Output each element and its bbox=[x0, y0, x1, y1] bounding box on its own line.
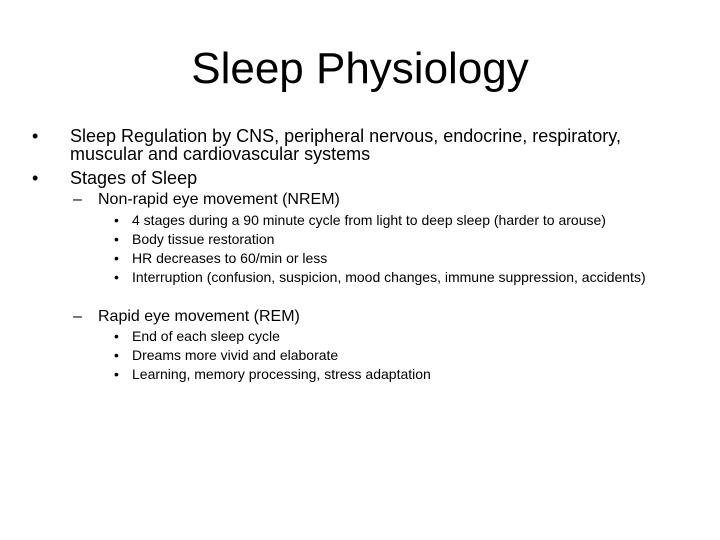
list-item-text: Interruption (confusion, suspicion, mood changes, immune suppression, accidents) bbox=[132, 269, 646, 285]
dash-marker: – bbox=[73, 191, 82, 208]
bullet-marker: • bbox=[32, 168, 39, 188]
bullet-marker: • bbox=[114, 231, 119, 247]
list-item-text: End of each sleep cycle bbox=[132, 328, 280, 344]
list-item bbox=[30, 250, 690, 267]
list-item-text: Body tissue restoration bbox=[132, 231, 275, 247]
list-item-text: 4 stages during a 90 minute cycle from light to deep sleep (harder to arouse) bbox=[132, 212, 606, 228]
rem-section bbox=[30, 308, 690, 383]
bullet-item bbox=[30, 127, 690, 163]
list-item bbox=[30, 347, 690, 364]
list-item bbox=[30, 328, 690, 345]
list-item bbox=[30, 269, 690, 286]
sub-heading-text: Rapid eye movement (REM) bbox=[98, 308, 300, 325]
bullet-marker: • bbox=[114, 328, 119, 344]
list-item-text: HR decreases to 60/min or less bbox=[132, 250, 328, 266]
bullet-marker: • bbox=[114, 366, 119, 382]
bullet-marker: • bbox=[114, 250, 119, 266]
bullet-marker: • bbox=[114, 269, 119, 285]
list-item bbox=[30, 366, 690, 383]
sub-heading-text: Non-rapid eye movement (NREM) bbox=[98, 191, 340, 208]
bullet-marker: • bbox=[114, 347, 119, 363]
list-item-text: Dreams more vivid and elaborate bbox=[132, 347, 339, 363]
list-item bbox=[30, 231, 690, 248]
sub-heading-nrem bbox=[30, 191, 690, 209]
nrem-section bbox=[30, 191, 690, 286]
bullet-list bbox=[30, 127, 690, 385]
sub-heading-rem bbox=[30, 308, 690, 326]
slide-title: Sleep Physiology bbox=[191, 44, 529, 93]
bullet-marker: • bbox=[114, 212, 119, 228]
bullet-text: Sleep Regulation by CNS, peripheral nervous, endocrine, respiratory, muscular and cardiovascular systems bbox=[70, 126, 621, 164]
dash-marker: – bbox=[73, 308, 82, 325]
bullet-item bbox=[30, 169, 690, 187]
list-item-text: Learning, memory processing, stress adaptation bbox=[132, 366, 431, 382]
bullet-text: Stages of Sleep bbox=[70, 168, 198, 188]
bullet-marker: • bbox=[32, 126, 39, 146]
list-item bbox=[30, 212, 690, 229]
